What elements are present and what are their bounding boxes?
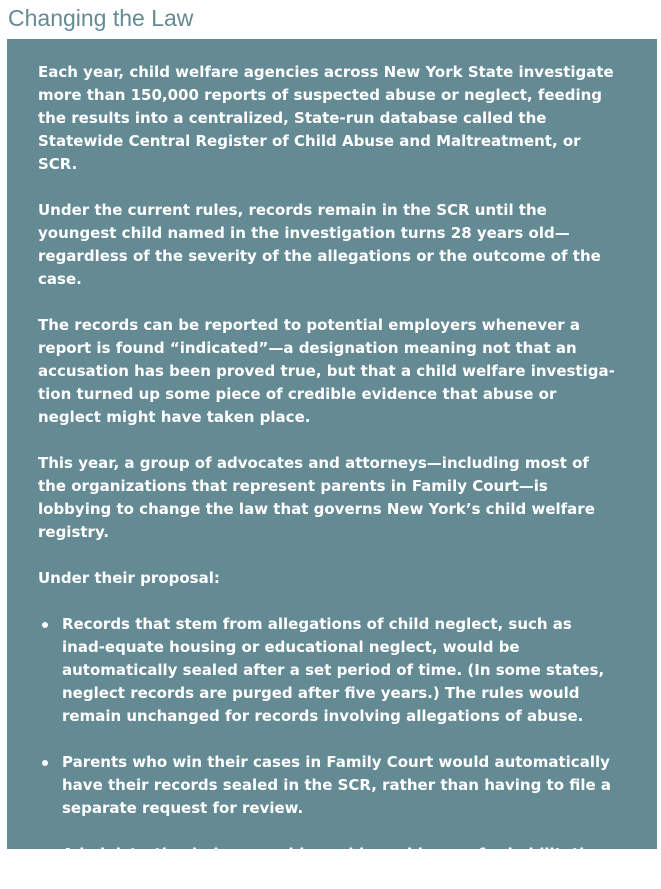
list-item [38, 843, 617, 889]
lobbying-paragraph: This year, a group of advocates and attorneys—including most of the organizations that represent parents in Family Court—is lobbying to change the law that governs New York’s child welfare registry. [38, 454, 595, 541]
bullet-icon [42, 622, 48, 628]
list-item-text: Records that stem from allegations of child neglect, such as inad-equate housing or educational neglect, would be automatically sealed after a set period of time. (In some states, neglect records are purged after five years.) The rules would remain unchanged for records involving allegations of abuse. [62, 615, 605, 725]
indicated-reports-paragraph: The records can be reported to potential employers whenever a report is found “indicated”—a designation meaning not that an accusation has been proved true, but that a child welfare investiga-tion turned up some piece of credible evidence that abuse or neglect might have taken place. [38, 316, 615, 426]
sidebar-title: Changing the Law [8, 5, 194, 31]
proposal-heading: Under their proposal: [38, 569, 220, 587]
sidebar-panel [7, 39, 657, 886]
list-item-text: Administrative judges would consider evidence of rehabilitation in any review of SCR records. [62, 845, 606, 886]
bullet-icon [42, 760, 48, 766]
list-item [38, 613, 617, 728]
list-item [38, 751, 617, 820]
intro-paragraph: Each year, child welfare agencies across New York State investigate more than 150,000 reports of suspected abuse or neglect, feeding the results into a centralized, State-run database called the Statewide Central Register of Child Abuse and Maltreatment, or SCR. [38, 63, 614, 173]
current-rules-paragraph: Under the current rules, records remain in the SCR until the youngest child named in the investigation turns 28 years old—regardless of the severity of the allegations or the outcome of the case. [38, 201, 601, 288]
proposal-list [38, 613, 617, 889]
list-item-text: Parents who win their cases in Family Court would automatically have their records sealed in the SCR, rather than having to file a separate request for review. [62, 753, 612, 817]
bullet-icon [42, 852, 48, 858]
